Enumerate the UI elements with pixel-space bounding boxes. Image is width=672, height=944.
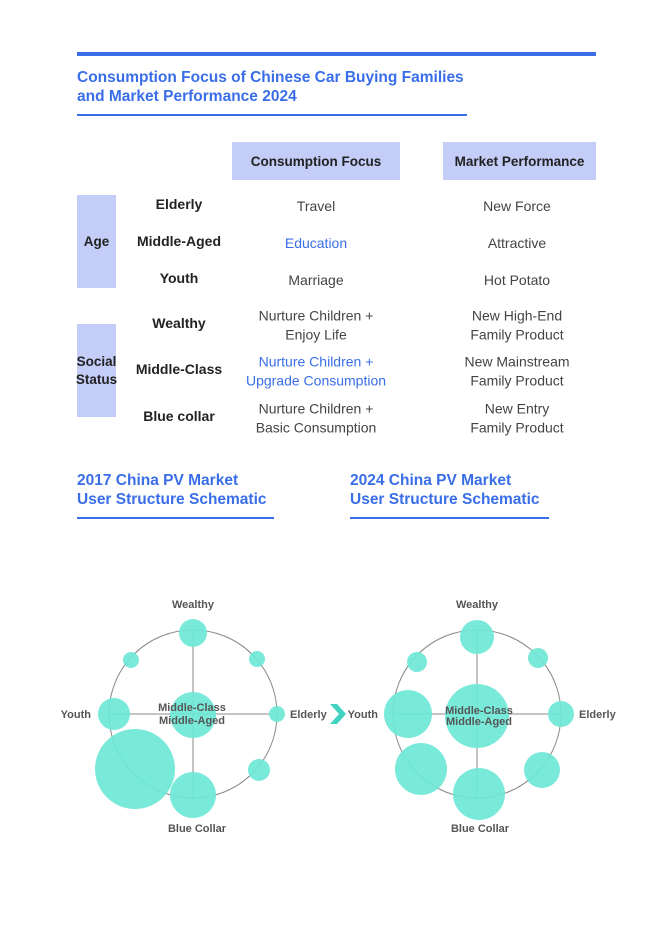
consumption-focus-line: Nurture Children + (258, 400, 374, 417)
consumption-focus-cell (232, 234, 400, 253)
chevron-right-icon (330, 704, 346, 724)
consumption-focus-cell (232, 353, 400, 390)
bubble-2024-wealthy (460, 620, 494, 654)
schematic-2024-underline (350, 517, 549, 519)
consumption-focus-line: Enjoy Life (285, 326, 347, 342)
bubble-2017-lower-right (248, 759, 270, 781)
consumption-focus-cell (232, 271, 400, 290)
consumption-focus-cell (232, 400, 400, 437)
page-title-line-1: Consumption Focus of Chinese Car Buying Families (77, 69, 464, 86)
consumption-focus-cell (232, 197, 400, 216)
consumption-focus-line: Upgrade Consumption (245, 372, 387, 388)
market-performance-cell (443, 271, 591, 290)
bubble-2024-upper-right (528, 648, 548, 668)
page-title (77, 68, 497, 106)
market-performance-line: New Mainstream (464, 353, 570, 370)
bubble-2024-lower-left (395, 743, 447, 795)
market-performance-line: Family Product (470, 419, 564, 435)
market-performance-cell (443, 400, 591, 437)
column-header-market-performance: Market Performance (443, 142, 596, 180)
consumption-focus-line: Education (284, 234, 348, 251)
bubble-2017-upper-right (249, 651, 265, 667)
market-performance-line: New Force (483, 197, 551, 214)
schematic-2024 (348, 599, 617, 835)
group-label-age (77, 195, 116, 288)
schematic-2017-title-line-2: User Structure Schematic (77, 491, 267, 508)
page-title-line-2: and Market Performance 2024 (77, 88, 297, 105)
label-2024-youth: Youth (347, 709, 378, 721)
label-2017-elderly: Elderly (290, 709, 327, 721)
market-performance-cell (443, 307, 591, 344)
label-2017-youth: Youth (60, 709, 91, 721)
label-2017-center-line-1: Middle-Class (158, 702, 226, 714)
bubble-2024-youth (384, 690, 432, 738)
schematic-2017-title-line-1: 2017 China PV Market (77, 472, 239, 489)
consumption-focus-line: Marriage (288, 271, 344, 288)
bubble-2024-elderly (548, 701, 574, 727)
label-2017-wealthy: Wealthy (172, 599, 214, 611)
schematic-2024-title-line-2: User Structure Schematic (350, 491, 540, 508)
label-2024-center-line-1: Middle-Class (445, 705, 513, 717)
label-2024-blue-collar: Blue Collar (450, 823, 510, 835)
row-label: Wealthy (152, 315, 206, 331)
row-label: Youth (159, 270, 199, 286)
bubble-2024-upper-left (407, 652, 427, 672)
group-label-social-line-1: Social (76, 353, 117, 369)
market-performance-line: New Entry (484, 400, 550, 417)
market-performance-line: Hot Potato (483, 271, 551, 288)
bubble-2024-blue-collar (453, 768, 505, 820)
market-performance-cell (443, 197, 591, 216)
consumption-focus-line: Nurture Children + (258, 307, 374, 324)
label-2017-blue-collar: Blue Collar (167, 823, 227, 835)
bubble-2017-upper-left (123, 652, 139, 668)
schematic-2024-title-line-1: 2024 China PV Market (350, 472, 512, 489)
row-label: Middle-Class (135, 361, 223, 377)
group-label-social-line-2: Status (75, 371, 118, 387)
row-label: Blue collar (143, 408, 215, 424)
market-performance-line: New High-End (471, 307, 563, 324)
bubble-2017-youth (98, 698, 130, 730)
consumption-focus-line: Travel (296, 197, 336, 214)
group-label-social-status (77, 324, 116, 417)
label-2017-center-line-2: Middle-Aged (159, 715, 225, 727)
bubble-2024-lower-right (524, 752, 560, 788)
bubble-2017-elderly (269, 706, 285, 722)
bubble-2017-wealthy (179, 619, 207, 647)
user-structure-schematics (0, 580, 672, 850)
row-label: Middle-Aged (137, 233, 221, 249)
group-label-age-text: Age (83, 233, 110, 249)
bubble-2017-blue-collar (170, 772, 216, 818)
schematic-2024-title (350, 471, 540, 509)
column-header-consumption-focus: Consumption Focus (232, 142, 400, 180)
consumption-focus-line: Basic Consumption (255, 419, 377, 435)
label-2024-wealthy: Wealthy (456, 599, 498, 611)
row-label: Elderly (155, 196, 203, 212)
label-2024-elderly: Elderly (579, 709, 616, 721)
consumption-focus-cell (232, 307, 400, 344)
title-underline (77, 114, 467, 116)
market-performance-line: Family Product (470, 372, 564, 388)
consumption-focus-line: Nurture Children + (258, 353, 374, 370)
market-performance-cell (443, 234, 591, 253)
schematic-2017 (61, 599, 328, 835)
top-accent-bar (77, 52, 596, 56)
schematic-2017-underline (77, 517, 274, 519)
market-performance-cell (443, 353, 591, 390)
bubble-2017-lower-left (95, 729, 175, 809)
market-performance-line: Attractive (487, 234, 547, 251)
market-performance-line: Family Product (470, 326, 564, 342)
label-2024-center-line-2: Middle-Aged (446, 716, 512, 728)
schematic-2017-title (77, 471, 267, 509)
